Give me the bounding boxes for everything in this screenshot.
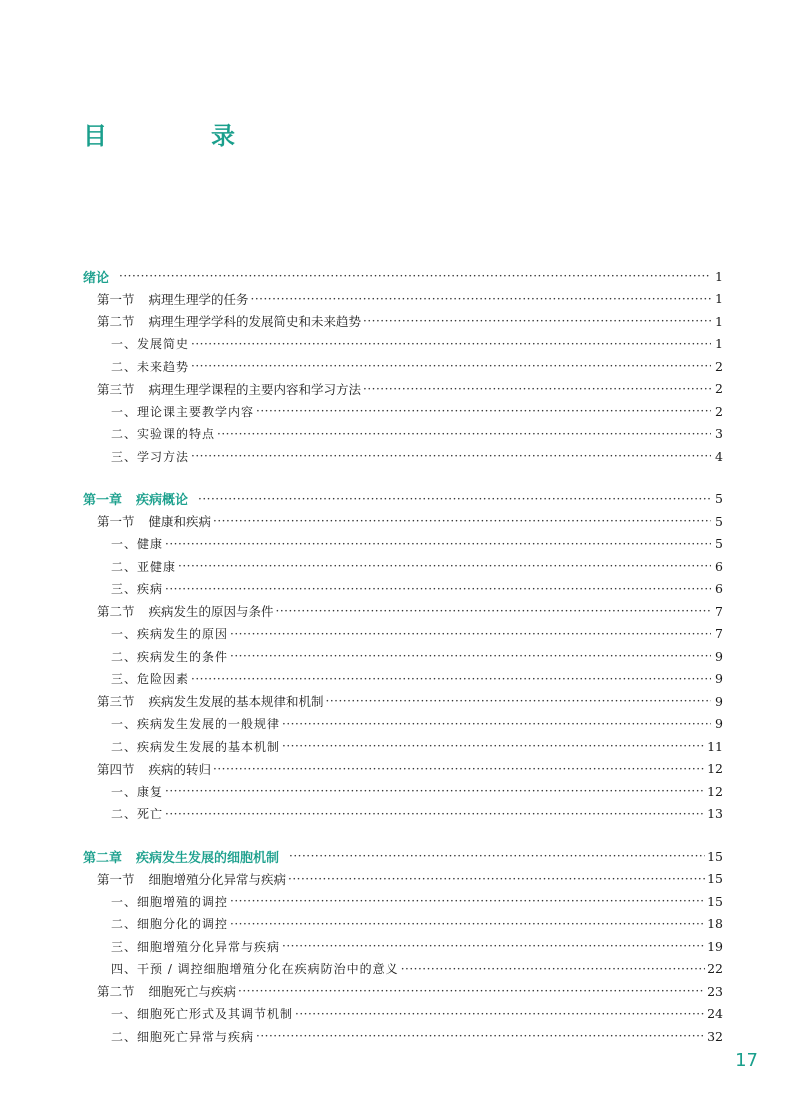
toc-entry-label	[83, 738, 280, 755]
toc-entry-page: 6	[715, 558, 723, 574]
toc-entry-label	[83, 535, 163, 552]
dot-leader	[326, 694, 711, 708]
dot-leader	[191, 337, 711, 351]
toc-entry-label	[83, 448, 189, 465]
toc-entry-title: 一、细胞死亡形式及其调节机制	[111, 1007, 294, 1022]
dot-leader	[230, 649, 711, 663]
toc-entry-title: 二、死亡	[111, 807, 164, 822]
dot-leader	[401, 962, 705, 976]
toc-entry-title: 一、疾病发生发展的一般规律	[111, 717, 281, 732]
toc-entry-label	[83, 489, 188, 508]
dot-leader	[295, 1007, 705, 1021]
toc-entry-title: 病理生理学课程的主要内容和学习方法	[148, 381, 362, 397]
toc-sub-row[interactable]	[83, 890, 723, 913]
toc-entry-title: 二、亚健康	[111, 559, 177, 574]
toc-entry-label	[83, 982, 236, 1000]
toc-entry-page: 2	[715, 403, 723, 419]
toc-section-row[interactable]	[83, 378, 723, 401]
dot-leader	[213, 762, 705, 776]
dot-leader	[289, 849, 705, 863]
toc-entry-title: 疾病的转归	[148, 761, 212, 777]
toc-section-row[interactable]	[83, 868, 723, 891]
toc-sub-row[interactable]	[83, 668, 723, 691]
toc-entry-title: 二、疾病发生发展的基本机制	[111, 739, 281, 754]
dot-leader	[276, 604, 711, 618]
toc-entry-label	[83, 312, 361, 330]
toc-entry-title: 二、细胞分化的调控	[111, 917, 229, 932]
toc-entry-title: 三、学习方法	[111, 449, 190, 464]
toc-entry-title: 一、健康	[111, 537, 164, 552]
toc-entry-title: 三、细胞增殖分化异常与疾病	[111, 939, 281, 954]
toc-entry-number: 第四节	[97, 761, 135, 777]
toc-sub-row[interactable]	[83, 1003, 723, 1026]
page-number: 17	[735, 1050, 758, 1071]
toc-section-row[interactable]	[83, 288, 723, 311]
toc-entry-page: 18	[707, 916, 723, 932]
toc-entry-page: 23	[707, 983, 723, 999]
toc-entry-title: 一、疾病发生的原因	[111, 627, 229, 642]
dot-leader	[230, 627, 711, 641]
toc-sub-row[interactable]	[83, 578, 723, 601]
dot-leader	[230, 917, 705, 931]
toc-sub-row[interactable]	[83, 935, 723, 958]
toc-entry-title: 疾病发生发展的基本规律和机制	[148, 694, 324, 710]
dot-leader	[198, 492, 711, 506]
toc-entry-label	[83, 847, 279, 866]
toc-entry-page: 4	[715, 448, 723, 464]
toc-sub-row[interactable]	[83, 423, 723, 446]
toc-entry-page: 7	[715, 626, 723, 642]
toc-entry-page: 12	[707, 761, 723, 777]
toc-entry-label	[83, 512, 211, 530]
toc-entry-title: 一、细胞增殖的调控	[111, 894, 229, 909]
toc-sub-row[interactable]	[83, 645, 723, 668]
dot-leader	[288, 872, 705, 886]
dot-leader	[165, 582, 711, 596]
toc-entry-label	[83, 648, 228, 665]
toc-sub-row[interactable]	[83, 445, 723, 468]
toc-entry-page: 3	[715, 426, 723, 442]
dot-leader	[217, 427, 711, 441]
dot-leader	[119, 269, 711, 283]
toc-entry-page: 24	[707, 1006, 723, 1022]
toc-entry-page: 1	[715, 313, 723, 329]
toc-entry-title: 疾病概论	[136, 493, 189, 509]
toc-section-row[interactable]	[83, 980, 723, 1003]
toc-entry-title: 疾病发生发展的细胞机制	[136, 850, 280, 866]
toc-entry-page: 1	[715, 336, 723, 352]
toc-entry-title: 三、危险因素	[111, 672, 190, 687]
toc-entry-title: 病理生理学的任务	[148, 291, 249, 307]
toc-entry-title: 细胞增殖分化异常与疾病	[148, 871, 287, 887]
toc-entry-page: 15	[707, 848, 723, 864]
toc-sub-row[interactable]	[83, 333, 723, 356]
toc-entry-label	[83, 715, 280, 732]
table-of-contents	[83, 265, 723, 1048]
toc-entry-page: 9	[715, 693, 723, 709]
dot-leader	[256, 404, 711, 418]
toc-entry-label	[83, 938, 280, 955]
toc-entry-page: 32	[707, 1028, 723, 1044]
toc-entry-page: 15	[707, 871, 723, 887]
toc-section-row[interactable]	[83, 758, 723, 781]
toc-entry-title: 病理生理学学科的发展简史和未来趋势	[148, 314, 362, 330]
toc-entry-label	[83, 425, 215, 442]
dot-leader	[282, 717, 711, 731]
dot-leader	[363, 382, 711, 396]
dot-leader	[282, 739, 705, 753]
toc-sub-row[interactable]	[83, 958, 723, 981]
dot-leader	[256, 1029, 705, 1043]
toc-section-row[interactable]	[83, 690, 723, 713]
toc-entry-number: 第一节	[97, 871, 135, 887]
dot-leader	[191, 359, 711, 373]
toc-entry-label	[83, 692, 324, 710]
toc-entry-number: 第一节	[97, 514, 135, 530]
page-title: 目 录	[83, 122, 275, 150]
dot-leader	[230, 894, 705, 908]
toc-entry-page: 6	[715, 581, 723, 597]
toc-entry-page: 2	[715, 381, 723, 397]
toc-entry-label	[83, 602, 274, 620]
toc-entry-page: 9	[715, 716, 723, 732]
toc-entry-page: 12	[707, 783, 723, 799]
toc-sub-row[interactable]	[83, 713, 723, 736]
toc-entry-label	[83, 403, 254, 420]
dot-leader	[251, 292, 711, 306]
toc-entry-label	[83, 558, 176, 575]
toc-section-row[interactable]	[83, 310, 723, 333]
toc-entry-title: 一、发展简史	[111, 337, 190, 352]
toc-entry-label	[83, 760, 211, 778]
toc-chapter-row[interactable]	[83, 845, 723, 868]
toc-sub-row[interactable]	[83, 355, 723, 378]
toc-chapter-row[interactable]	[83, 265, 723, 288]
toc-entry-page: 9	[715, 648, 723, 664]
toc-section-row[interactable]	[83, 600, 723, 623]
toc-entry-page: 22	[707, 961, 723, 977]
dot-leader	[213, 514, 711, 528]
toc-entry-page: 1	[715, 291, 723, 307]
toc-entry-title: 一、理论课主要教学内容	[111, 404, 255, 419]
dot-leader	[238, 984, 705, 998]
toc-entry-page: 15	[707, 893, 723, 909]
toc-entry-number: 第三节	[97, 694, 135, 710]
toc-entry-title: 三、疾病	[111, 582, 164, 597]
toc-sub-row[interactable]	[83, 735, 723, 758]
dot-leader	[165, 784, 705, 798]
toc-entry-title: 一、康复	[111, 784, 164, 799]
toc-sub-row[interactable]	[83, 1025, 723, 1048]
toc-entry-label	[83, 267, 109, 286]
toc-entry-label	[83, 290, 249, 308]
toc-entry-title: 绪论	[83, 270, 110, 286]
dot-leader	[191, 672, 711, 686]
toc-entry-title: 二、实验课的特点	[111, 427, 216, 442]
toc-entry-label	[83, 580, 163, 597]
toc-entry-label	[83, 805, 163, 822]
toc-entry-page: 7	[715, 603, 723, 619]
toc-entry-label	[83, 358, 189, 375]
toc-entry-number: 第三节	[97, 381, 135, 397]
dot-leader	[363, 314, 711, 328]
toc-sub-row[interactable]	[83, 400, 723, 423]
toc-section-row[interactable]	[83, 510, 723, 533]
toc-entry-page: 19	[707, 938, 723, 954]
toc-entry-label	[83, 335, 189, 352]
toc-entry-label	[83, 960, 399, 977]
toc-entry-title: 细胞死亡与疾病	[148, 984, 237, 1000]
toc-entry-label	[83, 783, 163, 800]
toc-entry-label	[83, 670, 189, 687]
dot-leader	[178, 559, 711, 573]
toc-sub-row[interactable]	[83, 913, 723, 936]
toc-entry-page: 13	[707, 806, 723, 822]
toc-entry-number: 第二章	[83, 850, 123, 866]
toc-entry-page: 5	[715, 536, 723, 552]
toc-entry-number: 第二节	[97, 984, 135, 1000]
toc-sub-row[interactable]	[83, 780, 723, 803]
toc-entry-label	[83, 380, 361, 398]
toc-entry-page: 5	[715, 513, 723, 529]
toc-sub-row[interactable]	[83, 555, 723, 578]
toc-entry-title: 二、细胞死亡异常与疾病	[111, 1029, 255, 1044]
toc-chapter-row[interactable]	[83, 488, 723, 511]
dot-leader	[165, 807, 705, 821]
toc-entry-page: 1	[715, 268, 723, 284]
toc-entry-page: 2	[715, 358, 723, 374]
toc-entry-title: 二、未来趋势	[111, 359, 190, 374]
toc-entry-label	[83, 1005, 293, 1022]
dot-leader	[282, 939, 705, 953]
toc-entry-title: 健康和疾病	[148, 514, 212, 530]
toc-entry-page: 11	[707, 738, 723, 754]
toc-entry-number: 第二节	[97, 314, 135, 330]
toc-sub-row[interactable]	[83, 623, 723, 646]
dot-leader	[191, 449, 711, 463]
toc-entry-label	[83, 915, 228, 932]
toc-entry-number: 第一章	[83, 493, 123, 509]
toc-entry-title: 二、疾病发生的条件	[111, 649, 229, 664]
toc-entry-number: 第一节	[97, 291, 135, 307]
toc-entry-page: 5	[715, 491, 723, 507]
toc-entry-label	[83, 893, 228, 910]
toc-entry-page: 9	[715, 671, 723, 687]
toc-entry-title: 疾病发生的原因与条件	[148, 604, 274, 620]
toc-entry-number: 第二节	[97, 604, 135, 620]
toc-entry-label	[83, 625, 228, 642]
toc-sub-row[interactable]	[83, 533, 723, 556]
dot-leader	[165, 537, 711, 551]
toc-sub-row[interactable]	[83, 803, 723, 826]
toc-entry-label	[83, 1028, 254, 1045]
toc-entry-title: 四、干预 / 调控细胞增殖分化在疾病防治中的意义	[111, 962, 399, 977]
toc-entry-label	[83, 870, 286, 888]
